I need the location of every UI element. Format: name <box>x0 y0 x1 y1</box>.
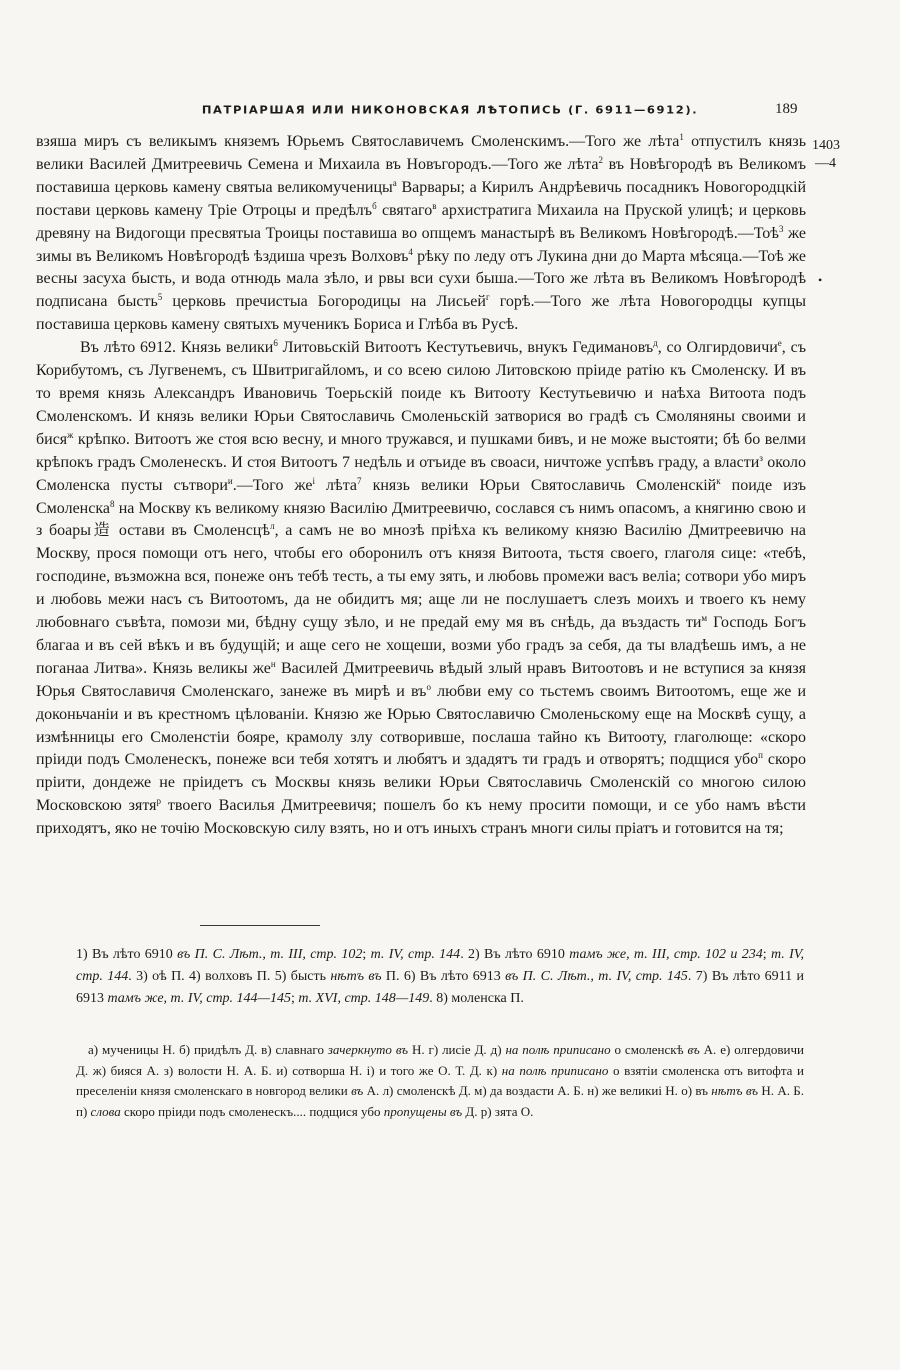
margin-dot: • <box>818 273 823 287</box>
text-run: скоро пріити, дондеже не пріидетъ съ Москвы князь велики Юрьи Святославичь Смоленскій со многою силою Московскою зятя <box>36 751 806 815</box>
paragraph-6912 <box>36 337 806 841</box>
text-run: отпустилъ князь велики Василей Дмитреевичь Семена и Михаила въ Новъгородъ.—Того же лѣта <box>36 133 806 173</box>
text-run: скоро пріиди подъ смоленескъ.... подщися убо <box>120 1103 384 1119</box>
text-run: рѣку по леду отъ Лукина дни до Марта мѣсяца.—Тоѣ же весны засуха бысть, и вода отнюдь мала зѣло, и рвы вси сухи быша.—Того же лѣта въ Великомъ Новѣгородѣ подписана бысть <box>36 247 806 311</box>
text-run: Н. А. Б. п) <box>76 1083 804 1119</box>
page-number: 189 <box>775 101 798 117</box>
text-run: крѣпко. Витоотъ же стоя всю весну, и много тружався, и пушками бивъ, и не може выстояти; бѣ бо велми крѣпокъ градъ Смоленескъ. И стоя Витоотъ 7 недѣль и отъиде въ своаси, ничтоже успѣвъ граду, а власти <box>36 430 806 471</box>
italic-run: нѣтъ въ <box>330 969 382 984</box>
text-run: на Москву къ великому князю Василію Дмитреевичю, сослався съ нимъ опасомъ, а княгиню свою и з боары造 остави въ Смоленсцѣ <box>36 499 806 540</box>
text-run: церковь пречистыа Богородицы на Лисьей <box>162 293 486 311</box>
text-run: . 3) оѣ П. 4) волховъ П. 5) бысть <box>128 969 331 984</box>
text-run: о смоленскѣ <box>610 1042 688 1057</box>
text-run: 1) Въ лѣто 6910 <box>76 947 178 962</box>
footnote-marker: 1 <box>679 132 684 142</box>
italic-run: нѣтъ въ <box>711 1083 759 1098</box>
italic-run: т. IV, стр. 144 <box>370 947 461 962</box>
italic-run: зачеркнуто въ <box>327 1042 409 1057</box>
italic-run: т. XVI, стр. 148—149 <box>298 991 430 1006</box>
footnote-marker: 4 <box>408 246 413 257</box>
footnote-marker: п <box>758 750 763 761</box>
italic-run: въ П. С. Лѣт., т. IV, стр. 145 <box>505 969 688 984</box>
footnote-marker: б <box>372 200 377 211</box>
numbered-footnotes-text <box>76 944 804 1010</box>
footnote-marker: 2 <box>598 154 603 165</box>
text-run: , съ Корибутомъ, съ Лугвенемъ, съ Швитригайломъ, и со всею силою Литовскою пріиде ратію къ Смоленску. И въ то время князь Александръ Ивановичь Тоерьскій поиде къ Витооту Кестутьевичю и наѣха Витоота подъ Смоленскомъ. И князь велики Юрьи Святославичь Смоленьскій затворися во градѣ съ Смоляняны своими и бися <box>36 339 806 448</box>
text-run: Василей Дмитреевичь вѣдый злый нравъ Витоотовъ и не вступися за князя Юрья Святославичя Смоленскаго, занеже въ мирѣ и въ <box>36 659 806 700</box>
italic-run: на полѣ приписано <box>501 1062 609 1078</box>
footnote-marker: з <box>759 452 763 463</box>
main-text <box>36 131 806 841</box>
text-run: Варвары; а Кирилъ Андрѣевичь посадникъ Новогородцкій постави церковь камену Тріе Отроцы и предѣлъ <box>36 178 807 219</box>
text-run: Въ лѣто 6912. Князь велики <box>80 339 274 357</box>
footnote-marker: в <box>432 200 437 211</box>
italic-run: въ <box>687 1042 700 1057</box>
paragraph-6911 <box>36 131 806 337</box>
text-run: ; <box>291 991 299 1006</box>
text-run: , а самъ не во мнозѣ пріѣха къ великому князю Василію Дмитреевичю на Москву, прося помощи отъ него, чтобы его оборонилъ отъ князя Витоота, тьстя своего, глаголя сице: «тебѣ, господине, възможна вся, понеже онъ тебѣ тесть, а ты ему зять, и любовь промежи васъ веліа; сотвори убо миръ и любовь межи насъ съ Витоотомъ, да не обидитъ мя; аще ли не послушаетъ слезъ моихъ и твоего къ нему любовнаго съвѣта, помози ми, бѣдну сущу зѣло, и не предай ему мя въ снѣдь, да въздасть ти <box>36 522 806 632</box>
italic-run: въ <box>351 1083 364 1098</box>
text-run: . 2) Въ лѣто 6910 <box>460 947 570 962</box>
text-run: о взятіи смоленска отъ витофта и преселеніи князя смоленскаго в новгород велики <box>76 1062 805 1098</box>
text-run: . 8) моленска П. <box>429 991 524 1006</box>
text-run: лѣта <box>314 476 358 494</box>
footnote-marker: 3 <box>778 223 784 234</box>
text-run: Н. г) лисіе Д. д) <box>408 1042 506 1057</box>
text-run: П. 6) Въ лѣто 6913 <box>381 969 506 984</box>
text-run: князь велики Юрьи Святославичь Смоленскій <box>361 476 717 494</box>
text-run: А. л) смоленскѣ Д. м) да воздасти А. Б. н) же великиі Н. о) въ <box>363 1083 712 1098</box>
footnote-marker: м <box>701 613 708 624</box>
text-run: . 7) Въ лѣто 6911 и 6913 <box>76 969 804 1006</box>
footnote-marker: 7 <box>357 475 362 486</box>
italic-run: въ П. С. Лѣт., т. III, стр. 102 <box>177 947 363 962</box>
footnote-marker: 8 <box>109 498 115 509</box>
text-run: Д. р) зята О. <box>462 1103 534 1119</box>
footnote-marker: л <box>270 521 275 532</box>
text-run: .—Того же <box>232 476 313 494</box>
lettered-footnotes-text <box>76 1040 804 1122</box>
text-run: Литовьскій Витоотъ Кестутьевичь, внукъ Гедимановъ <box>277 339 654 357</box>
text-run: около Смоленска пусты сътвори <box>36 453 807 494</box>
footnote-marker: к <box>716 475 721 486</box>
text-run: поиде изъ Смоленска <box>36 476 806 517</box>
footnote-marker: г <box>485 292 490 303</box>
text-run: ; <box>762 947 771 962</box>
footnote-marker: ж <box>67 429 74 440</box>
footnote-marker: 5 <box>157 292 163 303</box>
footnote-marker: 6 <box>273 338 278 349</box>
lettered-footnotes <box>76 1040 804 1122</box>
numbered-footnotes <box>76 944 804 1010</box>
italic-run: на полѣ приписано <box>505 1042 611 1057</box>
footnote-marker: д <box>653 338 658 349</box>
italic-run: тамъ же, т. III, стр. 102 и 234 <box>569 947 763 962</box>
margin-year: 1403 <box>812 138 840 153</box>
text-run: твоего Василья Дмитреевичя; пошелъ бо къ нему просити помощи, и се убо намъ вѣсти приходятъ, яко не точію Московскую силу взять, но и отъ иныхъ странъ многи силы пріатъ и готовится на тя; <box>36 797 806 838</box>
footnote-marker: а <box>392 177 397 188</box>
text-run: въ Новѣгородѣ въ Великомъ поставиша церковь камену святыа великомученицы <box>36 155 807 196</box>
text-run: архистратига Михаила на Пруской улицѣ; и церковь древяну на Видогощи пресвятыа Троицы поставиша во опщемъ манастырѣ въ Великомъ Новѣгородѣ.—Тоѣ <box>36 201 806 242</box>
italic-run: слова <box>90 1103 121 1119</box>
text-run: горѣ.—Того же лѣта Новогородцы купцы поставиша церковь камену святыхъ мученикъ Бориса и Глѣба въ Русѣ. <box>36 293 807 334</box>
text-run: же зимы въ Великомъ Новѣгородѣ ѣздиша чрезъ Волховъ <box>36 224 806 265</box>
footnote-marker: н <box>270 658 276 669</box>
footnote-marker: о <box>426 681 431 692</box>
text-run: святаго <box>376 201 433 219</box>
italic-run: т. IV, стр. 144 <box>76 947 805 984</box>
footnote-divider <box>200 925 320 926</box>
running-head: ПАТРІАРШАЯ ИЛИ НИКОНОВСКАЯ ЛѢТОПИСЬ (Г. 6911—6912). <box>201 103 699 117</box>
footnote-marker: і <box>312 475 315 486</box>
italic-run: пропущены въ <box>383 1103 463 1119</box>
footnote-marker: и <box>227 475 233 486</box>
footnote-marker: р <box>156 796 161 807</box>
text-run: А. е) олгердовичи Д. ж) бияся А. з) волости Н. А. Б. и) сотворша Н. і) и того же О. Т. Д. к) <box>76 1042 804 1078</box>
italic-run: тамъ же, т. IV, стр. 144—145 <box>107 991 291 1006</box>
text-run: Господь Богъ благаа и въ сей вѣкъ и въ будущій; и аще сего не хощеши, возми убо градъ за себя, да ты владѣешь имъ, а не поганаа Литва». Князь великы же <box>36 614 807 677</box>
margin-year-range: —4 <box>815 156 836 171</box>
footnote-marker: е <box>777 338 782 349</box>
text-run: а) мученицы Н. б) придѣлъ Д. в) славнаго <box>88 1042 328 1057</box>
text-run: , со Олгирдовичи <box>657 339 778 357</box>
text-run: любви ему со тьстемъ своимъ Витоотомъ, еще же и доконьчаніи и въ крестномъ цѣлованіи. Князю же Юрью Святославичю Смоленьскому еще на Москвѣ сущу, а измѣнницы его Смоленстіи бояре, крамолу злу сотворивше, послаша тайно къ Витооту, глаголюще: «скоро пріиди подъ Смоленескъ, понеже вси тебя хотятъ и любятъ и здадятъ ти градъ и отворятъ; подщися убо <box>36 682 807 769</box>
text-run: ; <box>362 947 371 962</box>
text-run: взяша миръ съ великымъ княземъ Юрьемъ Святославичемъ Смоленскимъ.—Того же лѣта <box>36 133 680 150</box>
